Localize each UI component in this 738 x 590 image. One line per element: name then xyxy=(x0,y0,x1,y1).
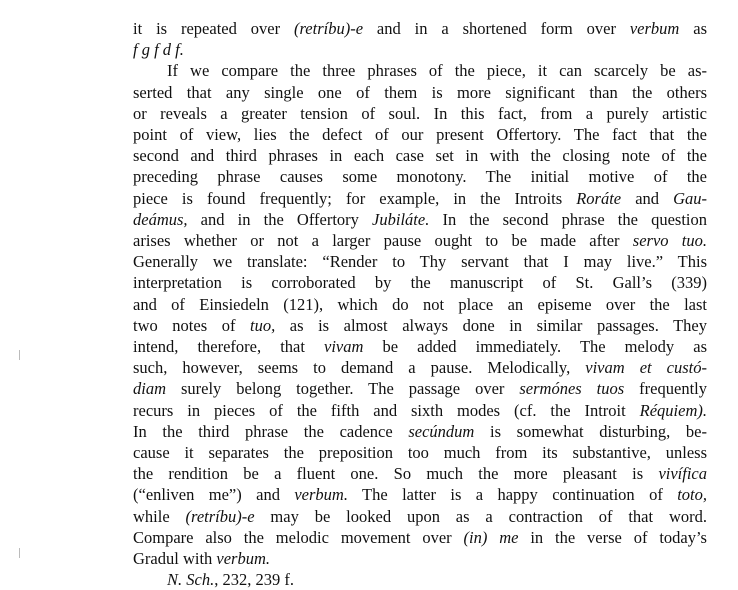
text-run: serted that any single one of them is more significant than the others xyxy=(133,82,707,102)
italic-text: toto, xyxy=(677,485,707,505)
italic-text: vivam xyxy=(324,337,364,357)
text-line xyxy=(133,484,707,505)
text-run: cause it separates the preposition too much from its substantive, unless xyxy=(133,443,707,463)
text-run: arises whether or not a larger pause ought to be made after xyxy=(133,231,633,251)
italic-text: tuo, xyxy=(250,315,276,335)
margin-mark xyxy=(19,548,20,558)
italic-text: verbum. xyxy=(216,549,271,569)
text-run: two notes of xyxy=(133,315,250,335)
italic-text: f g f d f. xyxy=(133,40,184,60)
text-run: In the third phrase the cadence xyxy=(133,421,409,441)
text-line xyxy=(133,506,707,527)
text-line xyxy=(133,39,707,60)
text-run: while xyxy=(133,506,186,526)
text-line xyxy=(133,230,707,251)
text-line xyxy=(133,569,707,590)
text-run: Generally we translate: “Render to Thy servant that I may live.” This xyxy=(133,252,707,272)
text-line xyxy=(133,251,707,272)
margin-mark xyxy=(19,350,20,360)
text-line xyxy=(133,209,707,230)
text-run: in the verse of today’s xyxy=(518,527,707,547)
text-line xyxy=(133,18,707,39)
italic-text: Roráte xyxy=(576,188,622,208)
text-line xyxy=(133,166,707,187)
italic-text: (retríbu)-e xyxy=(293,19,364,38)
text-run: it is repeated over xyxy=(133,19,294,38)
italic-text: vivam et custó- xyxy=(585,358,707,378)
text-line xyxy=(133,124,707,145)
italic-text: deámus, xyxy=(133,209,188,229)
text-line xyxy=(133,188,707,209)
text-line xyxy=(133,82,707,103)
italic-text: Gau- xyxy=(673,188,708,208)
text-run: and in the Offertory xyxy=(187,209,373,229)
text-line xyxy=(133,145,707,166)
text-run: interpretation is corroborated by the manuscript of St. Gall’s (339) xyxy=(133,273,707,293)
italic-text: verbum xyxy=(629,19,680,38)
text-run: as is almost always done in similar passages. They xyxy=(275,315,707,335)
italic-text: verbum. xyxy=(294,485,348,505)
text-line xyxy=(133,442,707,463)
text-line xyxy=(133,421,707,442)
italic-text: vivífica xyxy=(658,464,707,484)
text-run: piece is found frequently; for example, in the Introits xyxy=(133,188,577,208)
text-line xyxy=(133,400,707,421)
text-line xyxy=(133,357,707,378)
text-run: (“enliven me”) and xyxy=(133,485,295,505)
italic-text: Jubiláte. xyxy=(372,209,430,229)
italic-text: N. Sch. xyxy=(167,570,215,590)
text-run: intend, therefore, that xyxy=(133,337,325,357)
text-run: and xyxy=(621,188,674,208)
italic-text: (retríbu)-e xyxy=(185,506,255,526)
text-run: be added immediately. The melody as xyxy=(363,337,707,357)
text-line xyxy=(133,463,707,484)
text-line xyxy=(133,103,707,124)
text-line xyxy=(133,378,707,399)
text-run: , 232, 239 f. xyxy=(214,570,294,590)
text-line xyxy=(133,527,707,548)
text-run: such, however, seems to demand a pause. Melodically, xyxy=(133,358,586,378)
text-line xyxy=(133,336,707,357)
text-line xyxy=(133,60,707,81)
text-line xyxy=(133,315,707,336)
text-run: as xyxy=(679,19,707,38)
text-run: Compare also the melodic movement over xyxy=(133,527,464,547)
text-run: and in a shortened form over xyxy=(363,19,630,38)
text-line xyxy=(133,548,707,569)
text-run: recurs in pieces of the fifth and sixth modes (cf. the Introit xyxy=(133,400,640,420)
text-run: second and third phrases in each case set in with the closing note of the xyxy=(133,146,707,166)
text-run: or reveals a greater tension of soul. In this fact, from a purely artistic xyxy=(133,103,707,123)
text-run: Gradul with xyxy=(133,549,217,569)
italic-text: Réquiem). xyxy=(639,400,707,420)
text-run: the rendition be a fluent one. So much the more pleasant is xyxy=(133,464,659,484)
text-line xyxy=(133,272,707,293)
italic-text: sermónes tuos xyxy=(519,379,625,399)
italic-text: (in) me xyxy=(463,527,519,547)
text-run: preceding phrase causes some monotony. The initial motive of the xyxy=(133,167,707,187)
italic-text: servo tuo. xyxy=(632,231,707,251)
document-text xyxy=(133,18,707,590)
text-run: In the second phrase the question xyxy=(429,209,707,229)
text-run: may be looked upon as a contraction of that word. xyxy=(254,506,707,526)
text-run: The latter is a happy continuation of xyxy=(347,485,678,505)
text-run: If we compare the three phrases of the piece, it can scarcely be as- xyxy=(167,61,707,81)
italic-text: secúndum xyxy=(408,421,475,441)
italic-text: diam xyxy=(133,379,166,399)
text-run: point of view, lies the defect of our present Offertory. The fact that the xyxy=(133,125,707,145)
text-run: is somewhat disturbing, be- xyxy=(474,421,707,441)
text-line xyxy=(133,294,707,315)
text-run: surely belong together. The passage over xyxy=(166,379,520,399)
text-run: and of Einsiedeln (121), which do not place an episeme over the last xyxy=(133,294,707,314)
text-run: frequently xyxy=(624,379,707,399)
